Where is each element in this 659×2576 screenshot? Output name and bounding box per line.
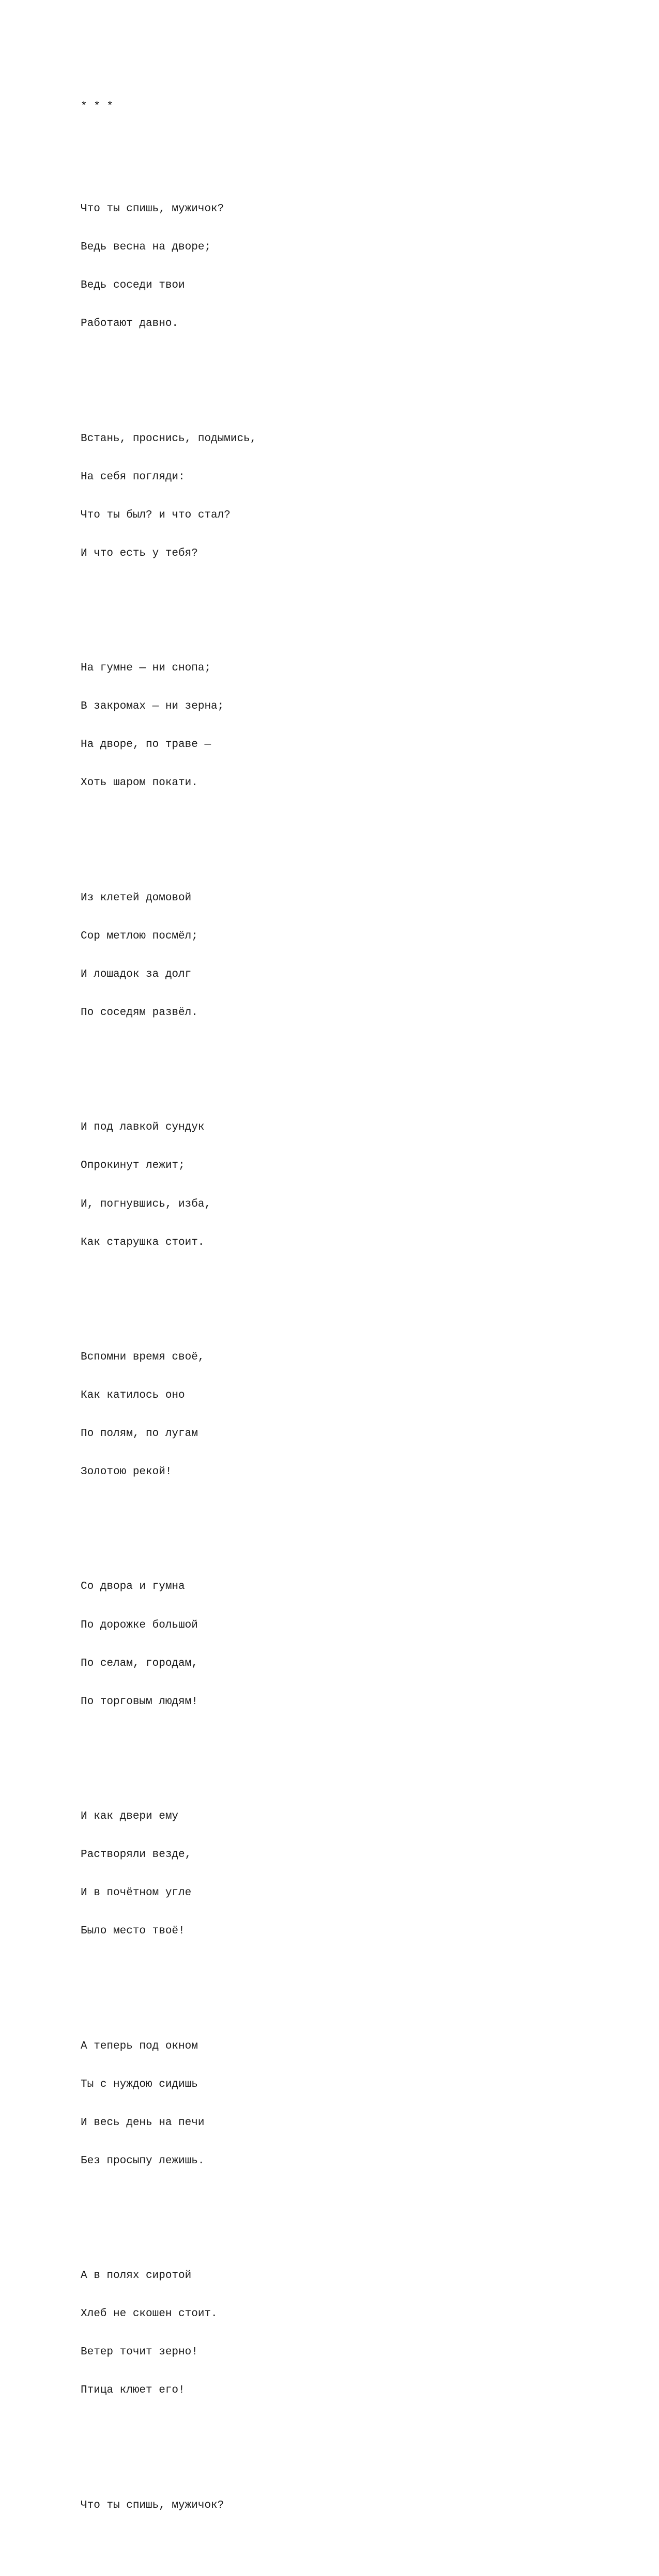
poem-line: Как старушка стоит. — [81, 1236, 205, 1248]
poem-line: По торговым людям! — [81, 1695, 198, 1708]
poem-line: А в полях сиротой — [81, 2270, 192, 2282]
stanza — [81, 866, 256, 1045]
poem-line: И, погнувшись, изба, — [81, 1198, 211, 1210]
stanza — [81, 1096, 256, 1275]
poem-line: Хоть шаром покати. — [81, 777, 198, 789]
section-separator: * * * — [81, 101, 114, 113]
poem-line: По селам, городам, — [81, 1657, 198, 1669]
poem-line: В закромах — ни зерна; — [81, 700, 224, 713]
poem-line: По соседям развёл. — [81, 1007, 198, 1019]
poem-line: На гумне — ни снопа; — [81, 662, 211, 675]
poem-line: Птица клюет его! — [81, 2384, 185, 2397]
poem-line: И под лавкой сундук — [81, 1121, 205, 1134]
poem-line: На дворе, по траве — — [81, 739, 211, 751]
poem-line: И что есть у тебя? — [81, 547, 198, 559]
poem-line: Было место твоё! — [81, 1925, 185, 1938]
poem-line: По дорожке большой — [81, 1619, 198, 1631]
stanza — [81, 1325, 256, 1504]
stanza — [81, 1555, 256, 1734]
poem-line: Золотою рекой! — [81, 1466, 172, 1478]
poem-line: Встань, проснись, подымись, — [81, 432, 257, 445]
poem-line: На себя погляди: — [81, 471, 185, 483]
poem-line: Что ты был? и что стал? — [81, 509, 231, 521]
poem-line: И в почётном угле — [81, 1887, 192, 1899]
poem-line: Сор метлою посмёл; — [81, 930, 198, 942]
poem-line: И лошадок за долг — [81, 968, 192, 980]
poem-line: И весь день на печи — [81, 2116, 205, 2129]
poem-line: Растворяли везде, — [81, 1849, 192, 1861]
poem-line: Со двора и гумна — [81, 1581, 185, 1593]
poem-line: Ветер точит зерно! — [81, 2346, 198, 2359]
poem-line: Работают давно. — [81, 318, 179, 330]
poem-line: А теперь под окном — [81, 2040, 198, 2052]
stanza — [81, 637, 256, 816]
poem-line: Ты с нуждою сидишь — [81, 2078, 198, 2090]
poem-line: И как двери ему — [81, 1810, 179, 1823]
poem-text — [81, 75, 256, 2576]
stanza — [81, 178, 256, 356]
poem-line: Что ты спишь, мужичок? — [81, 203, 224, 215]
stanza — [81, 2474, 256, 2538]
poem-line: Из клетей домовой — [81, 892, 192, 904]
stanza — [81, 1785, 256, 1964]
poem-line: Вспомни время своё, — [81, 1351, 205, 1363]
poem-line: Ведь весна на дворе; — [81, 241, 211, 254]
poem-line: Без просыпу лежишь. — [81, 2155, 205, 2167]
poem-line: Хлеб не скошен стоит. — [81, 2308, 218, 2320]
poem-line: Как катилось оно — [81, 1389, 185, 1401]
stanza — [81, 2015, 256, 2193]
poem-line: Ведь соседи твои — [81, 279, 185, 292]
poem-line: Опрокинут лежит; — [81, 1160, 185, 1172]
stanza — [81, 2244, 256, 2423]
poem-line: Что ты спишь, мужичок? — [81, 2499, 224, 2511]
stanza — [81, 407, 256, 586]
poem-line: По полям, по лугам — [81, 1428, 198, 1440]
